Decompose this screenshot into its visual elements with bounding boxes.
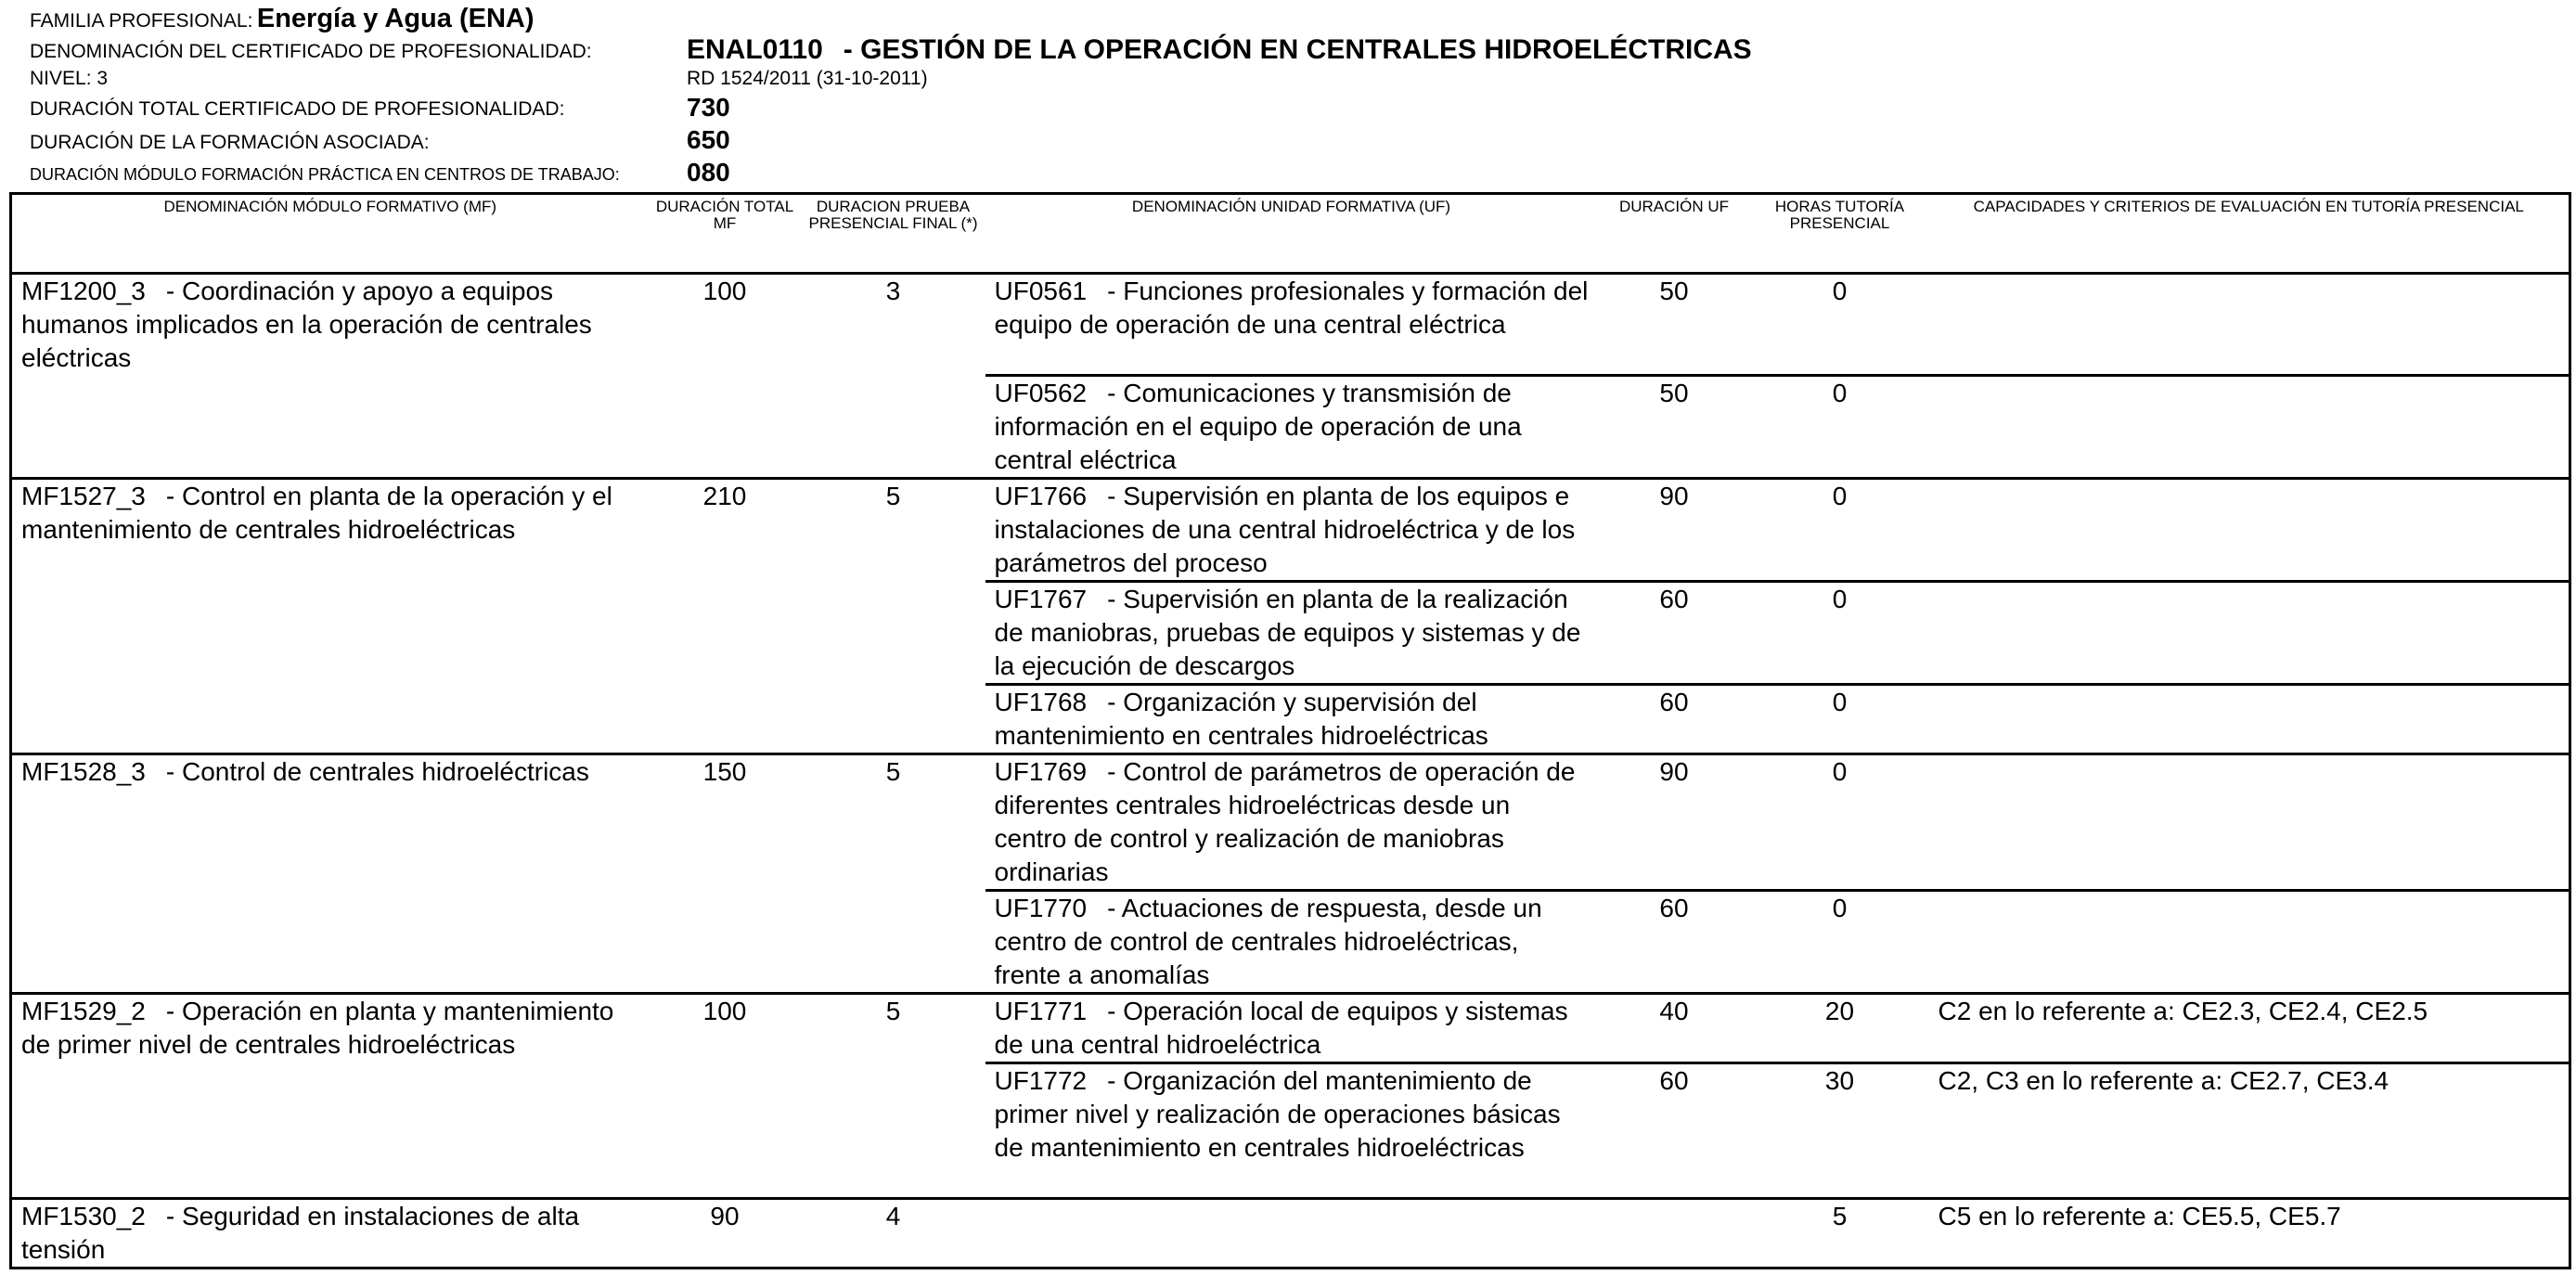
uf-cell [985,891,1598,994]
table-row [11,754,2570,891]
mf-name: - Seguridad en instalaciones de alta tensión [21,1202,580,1264]
uf-name: - Organización y supervisión del mantenimiento en centrales hidroeléctricas [994,688,1488,750]
duracion-total-value: 730 [687,93,730,122]
uf-duracion: 50 [1598,376,1751,479]
uf-name: - Operación local de equipos y sistemas de una central hidroeléctrica [994,997,1568,1059]
uf-code: UF1768 [994,688,1088,716]
uf-horas-tutoria: 0 [1751,891,1929,994]
uf-cell [985,376,1598,479]
uf-name: - Organización del mantenimiento de primer nivel y realización de operaciones básicas de mantenimiento en centrales hidroeléctricas [994,1066,1561,1162]
uf-cell [985,994,1598,1063]
uf-code: UF1770 [994,894,1088,922]
table-header-row [11,194,2570,274]
mf-code: MF1530_2 [21,1202,146,1230]
mf-cell [11,274,649,479]
familia-line [30,4,535,34]
mf-prueba: 4 [802,1199,985,1269]
duracion-formacion-label: DURACIÓN DE LA FORMACIÓN ASOCIADA: [30,132,430,153]
uf-duracion: 60 [1598,891,1751,994]
uf-horas-tutoria: 0 [1751,685,1929,754]
table-row [11,1199,2570,1269]
nivel-label: NIVEL: 3 [30,68,109,89]
uf-duracion: 40 [1598,994,1751,1063]
mf-prueba: 3 [885,277,901,305]
duracion-practica-value: 080 [687,158,730,187]
mf-code: MF1527_3 [21,482,146,510]
mf-cell [11,1199,649,1269]
uf-capacidades [1929,582,2570,685]
uf-horas-tutoria: 30 [1751,1063,1929,1199]
familia-value: Energía y Agua (ENA) [256,4,535,33]
uf-cell [985,274,1598,376]
col-header-mf: DENOMINACIÓN MÓDULO FORMATIVO (MF) [11,194,649,274]
mf-cell [11,479,649,754]
certificado-title: - GESTIÓN DE LA OPERACIÓN EN CENTRALES HIDROELÉCTRICAS [843,34,1752,65]
mf-duracion: 100 [649,994,802,1199]
uf-capacidades [1929,754,2570,891]
col-header-capacidades: CAPACIDADES Y CRITERIOS DE EVALUACIÓN EN TUTORÍA PRESENCIAL [1929,194,2570,274]
col-header-duracion-uf: DURACIÓN UF [1598,194,1751,274]
denominacion-label: DENOMINACIÓN DEL CERTIFICADO DE PROFESIONALIDAD: [30,41,592,62]
uf-duracion: 90 [1598,479,1751,582]
col-header-duracion-mf: DURACIÓN TOTAL MF [649,194,802,274]
uf-code: UF1767 [994,585,1088,613]
uf-duracion: 60 [1598,582,1751,685]
uf-horas-tutoria: 0 [1751,582,1929,685]
uf-code: UF1772 [994,1066,1088,1095]
uf-capacidades: C2 en lo referente a: CE2.3, CE2.4, CE2.5 [1929,994,2570,1063]
uf-duracion: 60 [1598,1063,1751,1199]
uf-horas-tutoria: 0 [1751,376,1929,479]
mf-prueba: 5 [802,994,985,1199]
uf-duracion: 90 [1598,754,1751,891]
uf-name: - Supervisión en planta de la realización de maniobras, pruebas de equipos y sistemas y de la ejecución de descargos [994,585,1581,680]
mf-name: - Control de centrales hidroeléctricas [165,757,589,786]
mf-prueba: 5 [802,754,985,994]
table-row [11,274,2570,376]
certificado-code: ENAL0110 [687,34,823,65]
uf-cell [985,1199,1598,1269]
uf-code: UF1766 [994,482,1088,510]
uf-name: - Supervisión en planta de los equipos e instalaciones de una central hidroeléctrica y de los parámetros del proceso [994,482,1576,577]
uf-code: UF0561 [994,277,1088,305]
mf-name: - Coordinación y apoyo a equipos humanos implicados en la operación de centrales eléctricas [21,277,592,372]
mf-duracion: 90 [649,1199,802,1269]
uf-horas-tutoria: 5 [1751,1199,1929,1269]
uf-cell [985,754,1598,891]
modules-table-wrapper [9,192,2569,1266]
uf-name: - Funciones profesionales y formación del equipo de operación de una central eléctrica [994,277,1589,339]
duracion-formacion-value: 650 [687,125,730,154]
uf-name: - Comunicaciones y transmisión de información en el equipo de operación de una central eléctrica [994,379,1522,474]
uf-capacidades [1929,274,2570,376]
uf-name: - Actuaciones de respuesta, desde un centro de control de centrales hidroeléctricas, frente a anomalías [994,894,1542,989]
mf-prueba: 5 [802,479,985,754]
uf-code: UF0562 [994,379,1088,407]
mf-code: MF1528_3 [21,757,146,786]
uf-horas-tutoria: 20 [1751,994,1929,1063]
uf-capacidades: C2, C3 en lo referente a: CE2.7, CE3.4 [1929,1063,2570,1199]
mf-cell [11,754,649,994]
mf-cell [11,994,649,1199]
mf-code: MF1200_3 [21,277,146,305]
uf-duracion: 50 [1659,277,1689,305]
duracion-practica-label: DURACIÓN MÓDULO FORMACIÓN PRÁCTICA EN CENTROS DE TRABAJO: [30,165,620,184]
uf-cell [985,685,1598,754]
familia-label: FAMILIA PROFESIONAL: [30,10,253,32]
uf-capacidades [1929,376,2570,479]
uf-duracion: 60 [1598,685,1751,754]
uf-horas-tutoria: 0 [1751,479,1929,582]
table-row [11,479,2570,582]
uf-cell [985,582,1598,685]
uf-capacidades: C5 en lo referente a: CE5.5, CE5.7 [1929,1199,2570,1269]
uf-capacidades [1929,479,2570,582]
col-header-uf: DENOMINACIÓN UNIDAD FORMATIVA (UF) [985,194,1598,274]
col-header-prueba: DURACION PRUEBA PRESENCIAL FINAL (*) [802,194,985,274]
certificado-title-line [687,34,1752,66]
col-header-horas-tutoria: HORAS TUTORÍA PRESENCIAL [1751,194,1929,274]
uf-capacidades [1929,685,2570,754]
mf-duracion: 100 [702,277,747,305]
uf-name: - Control de parámetros de operación de diferentes centrales hidroeléctricas desde un centro de control y realización de maniobras ordinarias [994,757,1576,886]
uf-cell [985,1063,1598,1199]
mf-duracion: 210 [649,479,802,754]
uf-code: UF1771 [994,997,1088,1025]
uf-cell [985,479,1598,582]
mf-code: MF1529_2 [21,997,146,1025]
mf-name: - Operación en planta y mantenimiento de primer nivel de centrales hidroeléctricas [21,997,614,1059]
mf-name: - Control en planta de la operación y el mantenimiento de centrales hidroeléctricas [21,482,612,544]
modules-table [9,192,2571,1269]
rd-reference: RD 1524/2011 (31-10-2011) [687,68,928,89]
uf-duracion [1598,1199,1751,1269]
duracion-total-label: DURACIÓN TOTAL CERTIFICADO DE PROFESIONALIDAD: [30,98,565,120]
uf-horas-tutoria: 0 [1751,754,1929,891]
uf-code: UF1769 [994,757,1088,786]
uf-capacidades [1929,891,2570,994]
uf-horas-tutoria: 0 [1832,277,1848,305]
mf-duracion: 150 [649,754,802,994]
table-row [11,994,2570,1063]
